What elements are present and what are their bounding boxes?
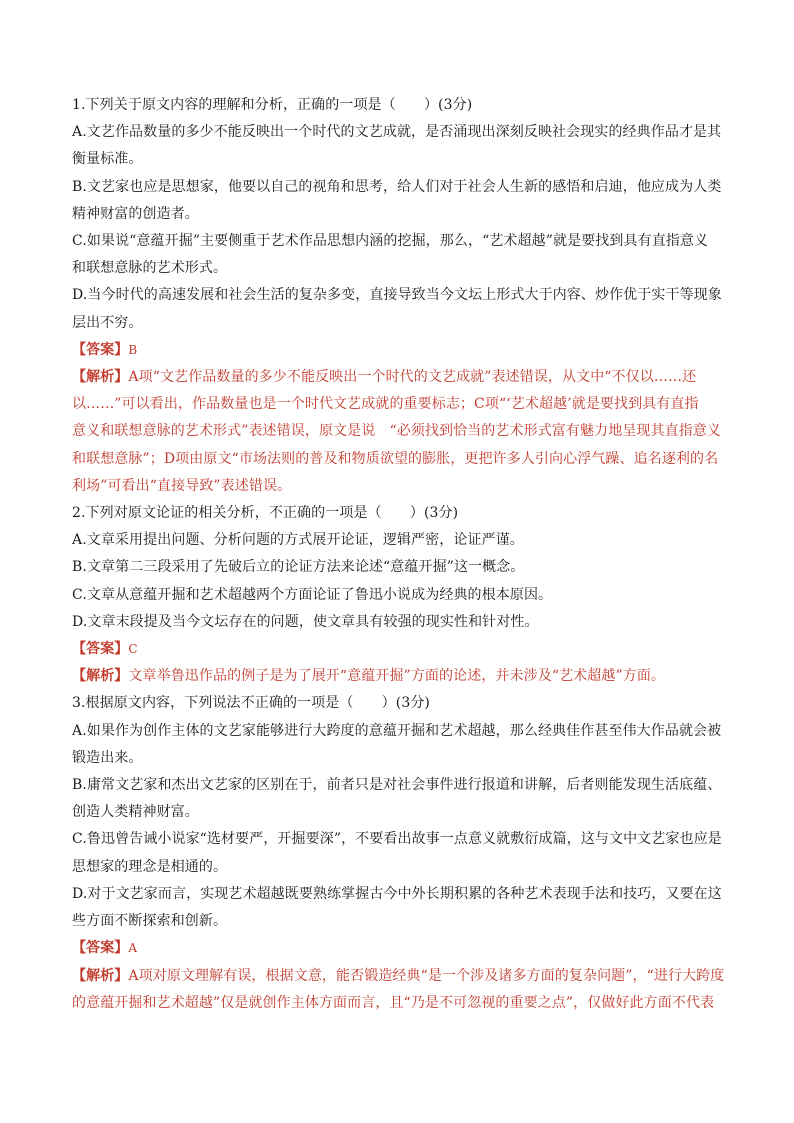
q1-option-b-line1: B.文艺家也应是思想家，他要以自己的视角和思考，给人们对于社会人生新的感悟和启迪，他应成为人类	[72, 178, 722, 195]
q2-analysis-line1	[72, 663, 722, 690]
q3-option-d-line2: 些方面不断探索和创新。	[72, 913, 228, 930]
analysis-text: A项“文艺作品数量的多少不能反映出一个时代的文艺成就”表述错误，从文中“不仅以……还	[128, 369, 697, 386]
q1-option-d-line1: D.当今时代的高速发展和社会生活的复杂多变，直接导致当今文坛上形式大于内容、炒作优于实干等现象	[72, 287, 722, 304]
question-3-stem: 3.根据原文内容，下列说法不正确的一项是（ ）(3分)	[72, 695, 430, 712]
q1-analysis-line1	[72, 364, 722, 391]
answer-tag: 【答案】	[72, 641, 129, 658]
analysis-text: 文章举鲁迅作品的例子是为了展开“意蕴开掘”方面的论述，并未涉及“艺术超越”方面。	[128, 668, 666, 685]
q3-answer	[72, 935, 722, 962]
q2-option-d: D.文章末段提及当今文坛存在的问题，使文章具有较强的现实性和针对性。	[72, 613, 539, 630]
q3-option-b-line2: 创造人类精神财富。	[72, 804, 199, 821]
q3-analysis-line1	[72, 963, 725, 990]
q3-option-b-line1: B.庸常文艺家和杰出文艺家的区别在于，前者只是对社会事件进行报道和讲解，后者则能发现生活底蕴、	[72, 777, 722, 794]
q3-option-d-line1: D.对于文艺家而言，实现艺术超越既要熟练掌握古今中外长期积累的各种艺术表现手法和技巧，又要在这	[72, 885, 722, 902]
q1-analysis-line3: 意义和联想意脉的艺术形式”表述错误，原文是说 “必须找到恰当的艺术形式富有魅力地呈现其直指意义	[72, 423, 722, 440]
q1-option-b-line2: 精神财富的创造者。	[72, 205, 199, 222]
q1-option-c-line2: 和联想意脉的艺术形式。	[72, 260, 228, 277]
q1-answer	[72, 337, 722, 364]
q2-option-b: B.文章第二三段采用了先破后立的论证方法来论述“意蕴开掘”这一概念。	[72, 559, 525, 576]
analysis-tag: 【解析】	[72, 967, 129, 984]
q1-option-c-line1: C.如果说“意蕴开掘”主要侧重于艺术作品思想内涵的挖掘，那么，“艺术超越”就是要找到具有直指意义	[72, 233, 709, 250]
answer-tag: 【答案】	[72, 940, 129, 957]
q3-analysis-line2: 的意蕴开掘和艺术超越”仅是就创作主体方面而言，且“乃是不可忽视的重要之点”，仅做好此方面不代表	[72, 994, 715, 1011]
question-2-stem: 2.下列对原文论证的相关分析，不正确的一项是（ ）(3分)	[72, 505, 459, 522]
answer-letter: A	[128, 941, 138, 956]
q3-option-c-line2: 思想家的理念是相通的。	[72, 858, 228, 875]
q2-option-c: C.文章从意蕴开掘和艺术超越两个方面论证了鲁迅小说成为经典的根本原因。	[72, 586, 553, 603]
q1-analysis-line5: 利场”可看出“直接导致”表述错误。	[72, 477, 292, 494]
answer-tag: 【答案】	[72, 341, 129, 358]
question-1-stem: 1.下列关于原文内容的理解和分析，正确的一项是（ ）(3分)	[72, 97, 473, 113]
analysis-text: A项对原文理解有误，根据文意，能否锻造经典“是一个涉及诸多方面的复杂问题”，“进行大跨度	[128, 967, 725, 984]
q2-answer	[72, 636, 722, 663]
q2-option-a: A.文章采用提出问题、分析问题的方式展开论证，逻辑严密，论证严谨。	[72, 532, 524, 549]
q1-analysis-line2: 以……”可以看出，作品数量也是一个时代文艺成就的重要标志；C项“‘艺术超越’就是要找到具有直指	[72, 396, 699, 413]
analysis-tag: 【解析】	[72, 668, 129, 685]
q3-option-c-line1: C.鲁迅曾告诫小说家“选材要严，开掘要深”，不要看出故事一点意义就敷衍成篇，这与文中文艺家也应是	[72, 831, 722, 848]
answer-letter: B	[128, 342, 138, 357]
analysis-tag: 【解析】	[72, 369, 129, 386]
q1-option-d-line2: 层出不穷。	[72, 314, 143, 331]
answer-letter: C	[128, 642, 138, 657]
q3-option-a-line1: A.如果作为创作主体的文艺家能够进行大跨度的意蕴开掘和艺术超越，那么经典佳作甚至伟大作品就会被	[72, 722, 722, 739]
q1-option-a-line2: 衡量标准。	[72, 151, 143, 168]
q3-option-a-line2: 锻造出来。	[72, 749, 143, 766]
q1-option-a-line1: A.文艺作品数量的多少不能反映出一个时代的文艺成就，是否涌现出深刻反映社会现实的经典作品才是其	[72, 124, 722, 141]
q1-analysis-line4: 和联想意脉”；D项由原文“市场法则的普及和物质欲望的膨胀，更把许多人引向心浮气躁、追名逐利的名	[72, 450, 719, 467]
